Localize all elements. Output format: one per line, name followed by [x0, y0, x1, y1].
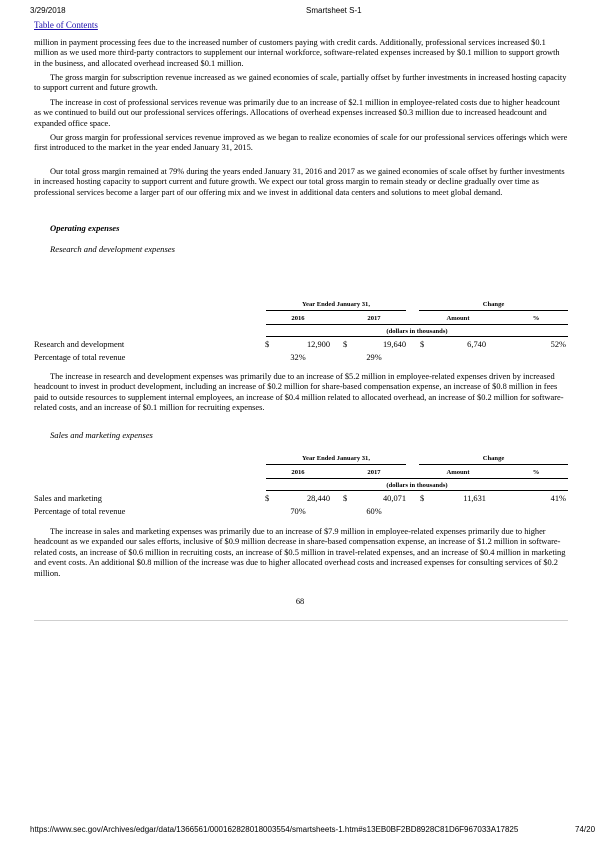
value-2017: 19,640: [382, 340, 406, 349]
row-label: Sales and marketing: [34, 494, 102, 503]
page-divider: [34, 620, 568, 621]
header-2017: 2017: [367, 469, 381, 476]
header-year-ended: Year Ended January 31,: [301, 301, 371, 308]
paragraph-subscription-margin: The gross margin for subscription revenue increased as we gained economies of scale, partially offset by further investments in increased hosting capacity to support current and future growth.: [34, 73, 567, 93]
page-number: 68: [295, 597, 305, 606]
heading-operating-expenses: Operating expenses: [50, 223, 120, 233]
heading-rnd-expenses: Research and development expenses: [50, 244, 175, 254]
currency-symbol: $: [343, 494, 348, 503]
print-date: 3/29/2018: [30, 6, 66, 15]
header-2016: 2016: [291, 469, 305, 476]
document-title: Smartsheet S-1: [306, 6, 362, 15]
currency-symbol: $: [343, 340, 348, 349]
header-amount: Amount: [446, 315, 470, 322]
header-year-ended: Year Ended January 31,: [301, 455, 371, 462]
paragraph-rnd-increase: The increase in research and development expenses was primarily due to an increase of $5.2 million in employee-related expenses driven by increased headcount to invest in product development, including an increase of $0.2 million for share-based compensation expense, an increase of $0.8 million in fees paid to outside resources to supplement internal employees, an increase of $0.4 million related to allocated overhead, an increase of $0.2 million for software-related costs, and an increase of $0.1 million for recruiting expenses.: [34, 372, 564, 413]
header-units: (dollars in thousands): [386, 482, 448, 489]
change-percent: 41%: [550, 494, 566, 503]
currency-symbol: $: [420, 494, 425, 503]
footer-page-indicator: 74/20: [575, 825, 596, 834]
value-2017: 60%: [366, 507, 382, 516]
paragraph-payment-fees: million in payment processing fees due to the increased number of customers paying with credit cards. Additionally, professional services increased $0.1 million as we used more third-party contractors to supplement our internal workforce, software-related expenses increased by $0.1 million to support growth in the business, and allocated overhead increased $0.1 million.: [34, 38, 560, 68]
row-label: Percentage of total revenue: [34, 507, 126, 516]
row-label: Percentage of total revenue: [34, 353, 126, 362]
paragraph-professional-services-margin: Our gross margin for professional services revenue improved as we began to realize economies of scale for our professional services offerings which were first introduced to the market in the year ended January 31, 2015.: [34, 133, 568, 153]
header-units: (dollars in thousands): [386, 328, 448, 335]
header-amount: Amount: [446, 469, 470, 476]
sales-marketing-table: [34, 431, 568, 521]
table-of-contents-link[interactable]: Table of Contents: [34, 20, 98, 30]
value-2017: 40,071: [382, 494, 406, 503]
header-2016: 2016: [291, 315, 305, 322]
change-amount: 6,740: [467, 340, 486, 349]
header-percent: %: [532, 469, 540, 476]
currency-symbol: $: [265, 494, 270, 503]
value-2016: 28,440: [306, 494, 330, 503]
paragraph-professional-services-cost: The increase in cost of professional services revenue was primarily due to an increase of $2.1 million in employee-related costs due to higher headcount as we continued to build out our professional services offerings. Allocations of overhead expenses increased $0.3 million due to increased headcount and expanded office space.: [34, 98, 560, 128]
value-2017: 29%: [366, 353, 382, 362]
currency-symbol: $: [265, 340, 270, 349]
value-2016: 32%: [290, 353, 306, 362]
header-2017: 2017: [367, 315, 381, 322]
header-change: Change: [482, 455, 505, 462]
row-label: Research and development: [34, 340, 125, 349]
change-percent: 52%: [550, 340, 566, 349]
value-2016: 12,900: [306, 340, 330, 349]
currency-symbol: $: [420, 340, 425, 349]
change-amount: 11,631: [463, 494, 486, 503]
paragraph-sales-marketing-increase: The increase in sales and marketing expenses was primarily due to an increase of $7.9 million in employee-related expenses primarily due to higher headcount as we expanded our sales efforts, inclusive of $0.9 million decrease in share-based compensation expense, an increase of $1.2 million in software-related costs, an increase of $0.6 million in recruiting costs, an increase of $0.5 million in travel-related expenses, and an increase of $0.4 million in marketing and event costs. An additional $0.8 million of the increase was due to higher allocated overhead costs and increased expenses for consulting services of $0.2 million.: [34, 527, 566, 578]
header-percent: %: [532, 315, 540, 322]
rnd-expenses-table: [34, 277, 568, 367]
footer-url: https://www.sec.gov/Archives/edgar/data/1366561/000162828018003554/smartsheets-1.htm#s13EB0BF2BD8928C81D6F967033A17825: [30, 825, 519, 834]
value-2016: 70%: [290, 507, 306, 516]
header-change: Change: [482, 301, 505, 308]
paragraph-total-gross-margin: Our total gross margin remained at 79% during the years ended January 31, 2016 and 2017 as we gained economies of scale offset by further investments in increased hosting capacity to support current and future growth. We expect our total gross margin to remain steady or decline gradually over time as professional services become a larger part of our offering mix and we invest in additional data centers and solutions to meet global demand.: [34, 167, 565, 197]
heading-sales-marketing-expenses: Sales and marketing expenses: [50, 430, 153, 440]
